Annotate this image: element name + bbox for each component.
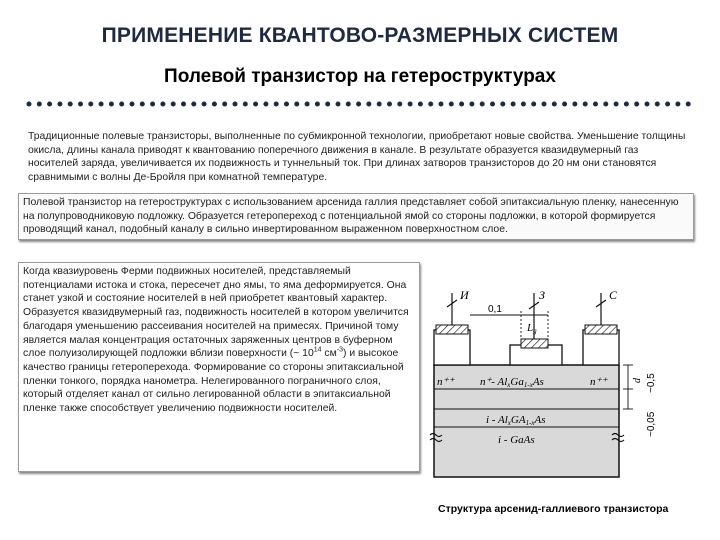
figure-caption: Структура арсенид-галлиевого транзистора <box>438 503 669 515</box>
thickness-dimension-lines <box>623 365 633 409</box>
gate-offset-dimension: 0,1 <box>488 304 502 315</box>
intro-paragraph: Традиционные полевые транзисторы, выполненные по субмикронной технологии, приобретают новые свойства. Уменьшение толщины окисла, длины канала приводят к квантованию поперечного движения в канале. В результате образуется квазидвумерный газ носителей заряда, увеличивается их подвижность и туннельный ток. При длинах затворов транзисторов до 20 нм они становятся сравнимыми с волны Де-Бройля при комнатной температуре. <box>28 131 686 184</box>
dotted-divider <box>26 98 694 110</box>
thickness-dimension-label: ~0,5 <box>646 373 657 393</box>
source-metal <box>436 325 468 334</box>
fermi-text-1: Когда квазиуровень Ферми подвижных носителей, представляемый потенциалами истока и стока, пересечет дно ямы, то яма деформируется. Она станет узкой и состояние носителей в ней приобретет квантовый характер. Образуется квазидвумерный газ, подвижность носителей в котором увеличится благодаря уменьшению рассеивания носителей на примесях. Причиной тому является малая концентрация остаточных заряженных центров в буферном слое полуизолирующей подложки вблизи поверхности (~ 10 <box>23 266 409 360</box>
dimension-d-label: d <box>632 378 643 383</box>
fermi-text-2: см <box>321 348 337 360</box>
right-n-region-label: n⁺⁺ <box>590 376 608 388</box>
buffer-layer-label: i - AlxGA1-xAs <box>486 414 546 427</box>
left-n-region-label: n⁺⁺ <box>437 376 455 388</box>
fermi-level-paragraph <box>18 262 420 472</box>
gate-metal <box>521 339 548 348</box>
drain-contact <box>583 330 619 365</box>
source-contact <box>434 330 470 365</box>
drain-label: С <box>609 288 618 302</box>
fermi-exponent-2: -3 <box>336 346 343 354</box>
drain-metal <box>585 325 617 334</box>
fermi-exponent-1: 14 <box>313 346 322 354</box>
bottom-dimension-label: ~0,05 <box>646 411 657 437</box>
barrier-layer-label: n⁺- AlxGa1-xAs <box>480 376 544 389</box>
transistor-structure-diagram <box>424 285 684 490</box>
page-title: ПРИМЕНЕНИЕ КВАНТОВО-РАЗМЕРНЫХ СИСТЕМ <box>101 24 619 47</box>
gate-length-dimension: Lg <box>527 322 537 335</box>
fermi-text-3: ) и высокое качество границы гетероперехода. Формирование со стороны эпитаксиальной пленки тонкого, порядка нанометра. Нелегированного пограничного слоя, который отделяет канал от сильно легированной области в эпитаксиальной пленке также способствует увеличению подвижности носителей. <box>23 348 404 415</box>
source-label: И <box>460 288 469 302</box>
page-subtitle: Полевой транзистор на гетероструктурах <box>164 66 556 87</box>
gate-label: З <box>539 288 545 302</box>
substrate-label: i - GaAs <box>498 434 535 446</box>
heterostructure-paragraph: Полевой транзистор на гетероструктурах с использованием арсенида галлия представляет собой эпитаксиальную пленку, нанесенную на полупроводниковую подложку. Образуется гетеропереход с потенциальной ямой со стороны подложки, в которой формируется проводящий канал, подобный каналу в сильно инвертированном выраженном поверхностном слое. <box>18 193 694 240</box>
